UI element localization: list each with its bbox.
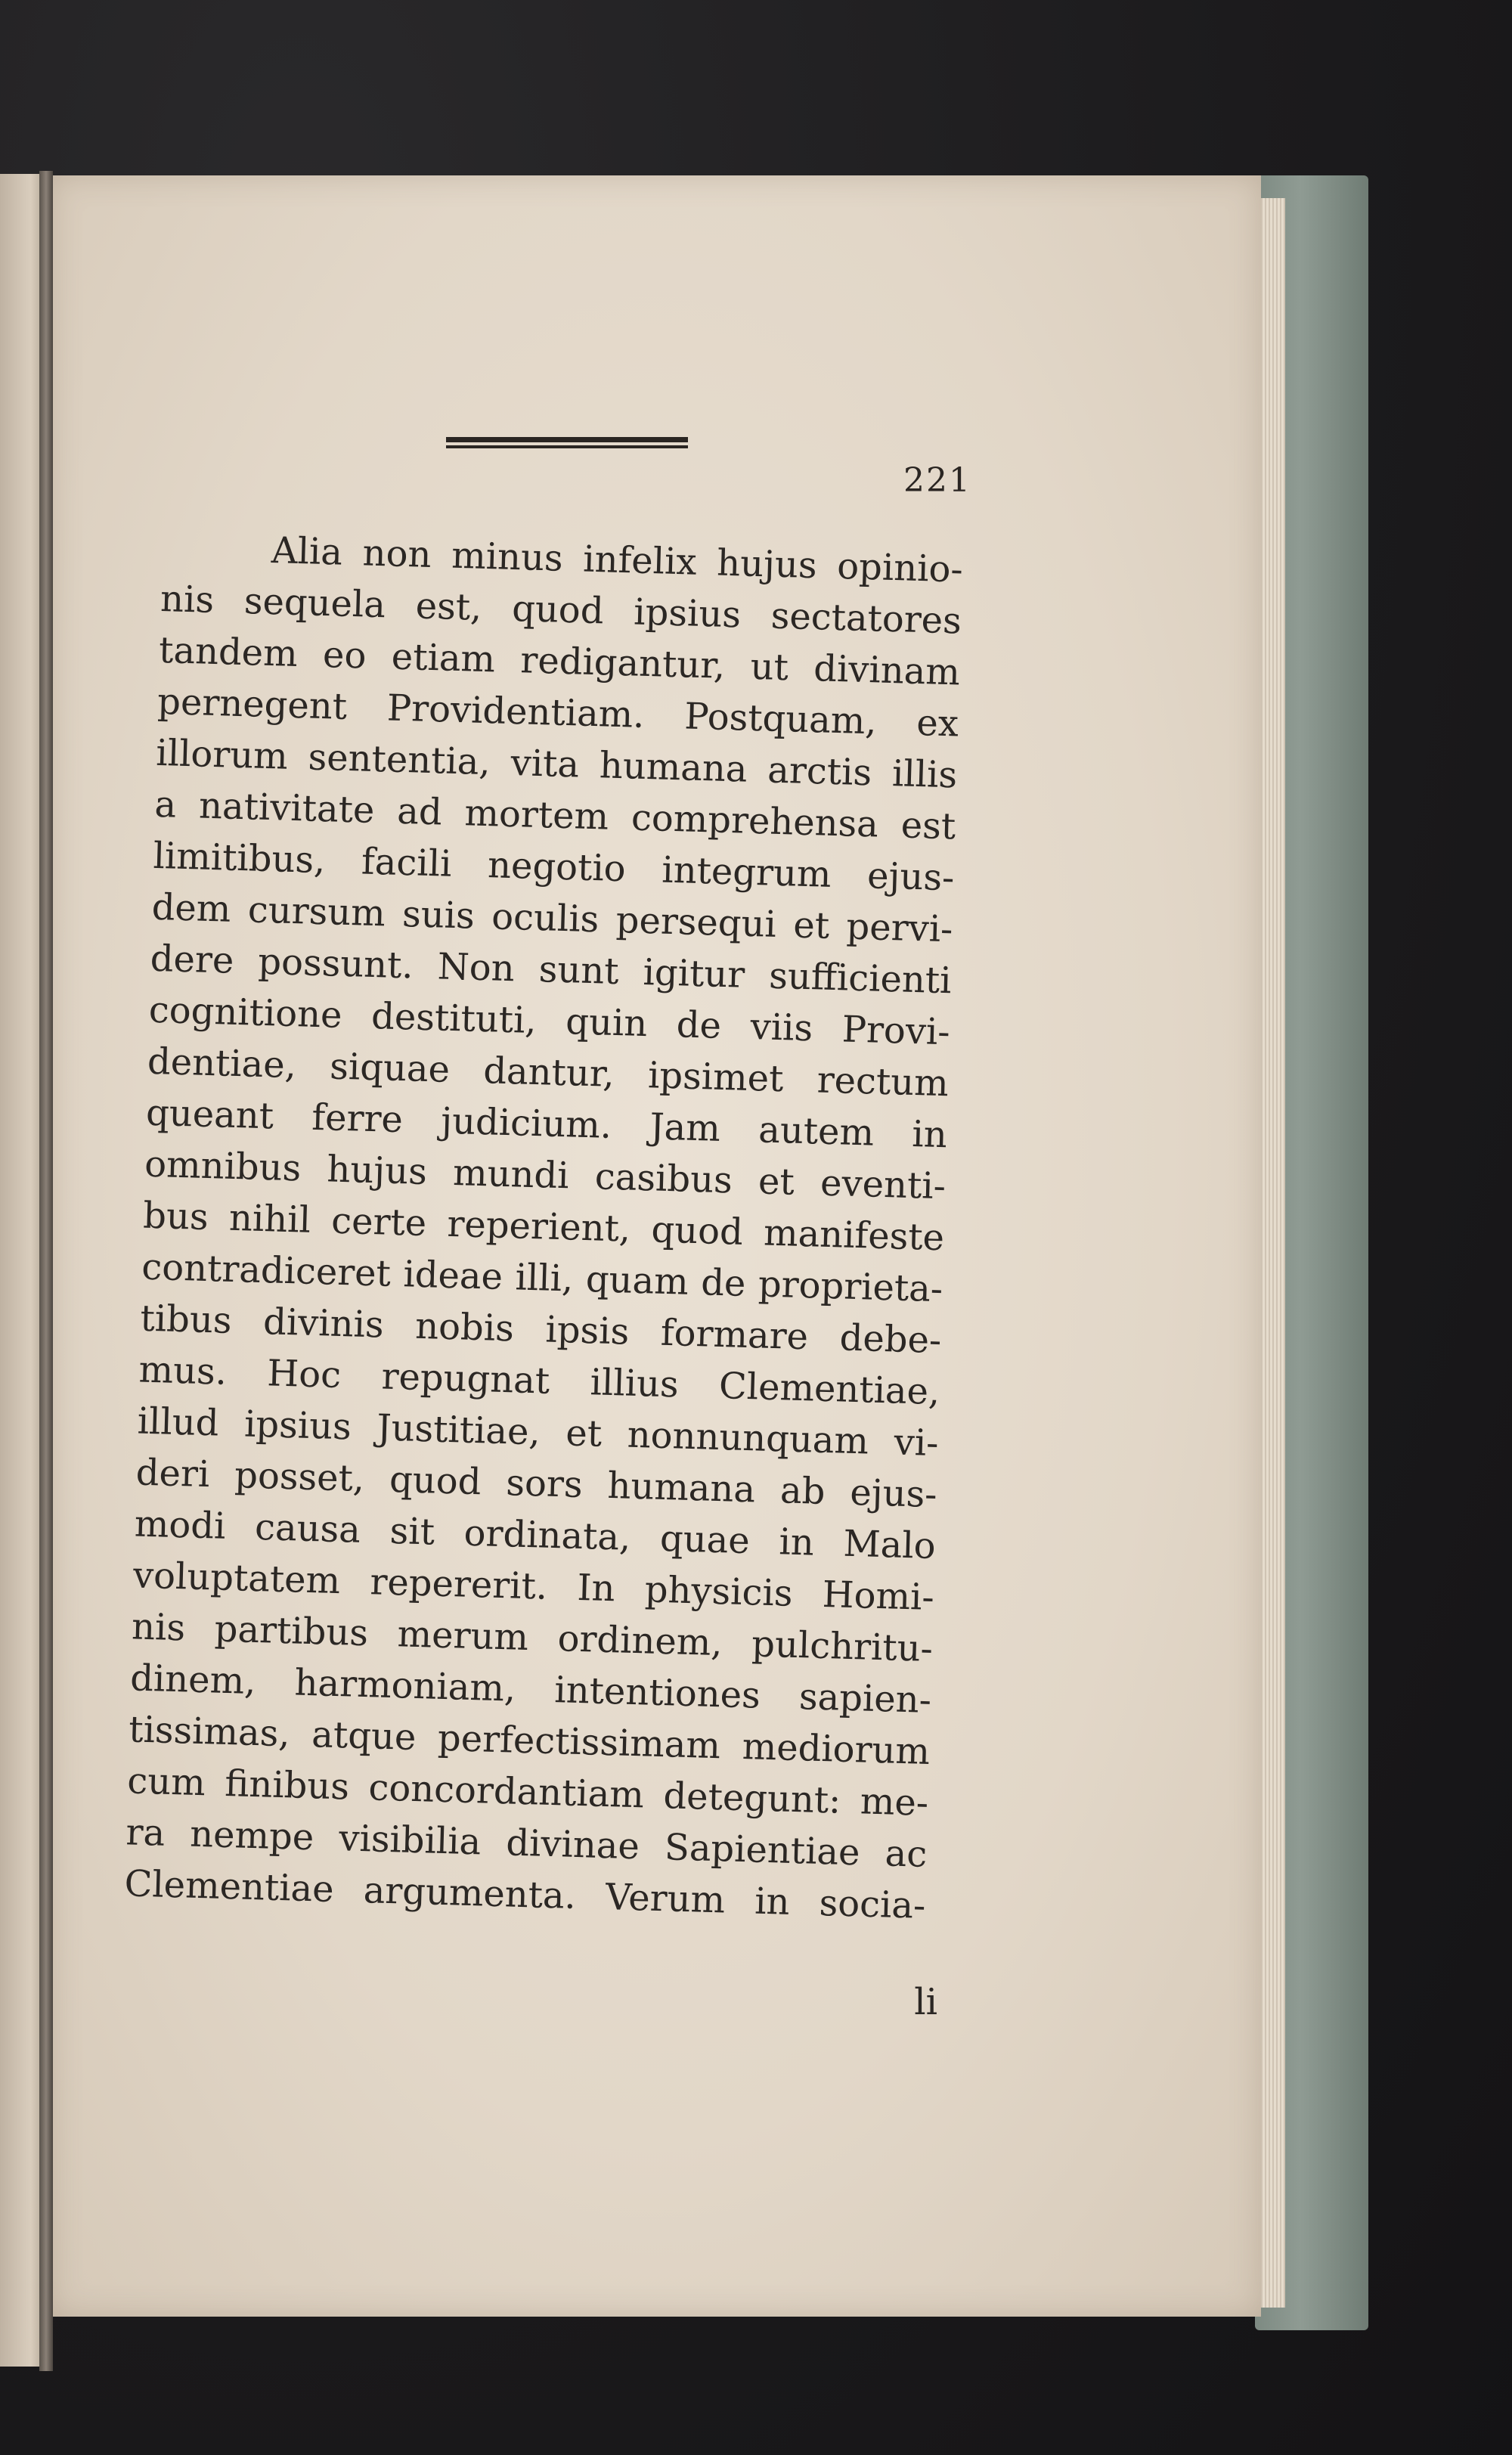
text-line: limitibus, facili negotio integrum ejus- — [152, 834, 956, 900]
text-line: mus. Hoc repugnat illius Clementiae, — [138, 1348, 941, 1414]
text-line: voluptatem repererit. In physicis Homi- — [132, 1554, 935, 1620]
text-line: dinem, harmoniam, intentiones sapien- — [129, 1657, 932, 1722]
text-line: Alia non minus infelix hujus opinio- — [271, 529, 964, 591]
text-line: omnibus hujus mundi casibus et eventi- — [144, 1142, 947, 1208]
body-text — [124, 522, 964, 1932]
text-line: contradiceret ideae illi, quam de proprieta- — [141, 1245, 943, 1311]
text-line: pernegent Providentiam. Postquam, ex — [156, 680, 959, 745]
header-rule — [446, 437, 688, 452]
catchword: li — [914, 1981, 937, 2023]
text-line: nis sequela est, quod ipsius sectatores — [160, 577, 962, 643]
text-line: illud ipsius Justitiae, et nonnunquam vi- — [136, 1400, 940, 1465]
book-gutter — [39, 171, 53, 2371]
text-line: ra nempe visibilia divinae Sapientiae ac — [125, 1811, 928, 1876]
text-line: deri posset, quod sors humana ab ejus- — [135, 1451, 938, 1517]
text-line: bus nihil certe reperient, quod manifeste — [142, 1194, 945, 1260]
header-rule-thin — [446, 445, 688, 448]
facing-page-edge — [0, 174, 44, 2367]
text-line: a nativitate ad mortem comprehensa est — [153, 783, 956, 848]
text-line: queant ferre judicium. Jam autem in — [145, 1091, 948, 1157]
text-line: nis partibus merum ordinem, pulchritu- — [131, 1605, 934, 1671]
header-rule-thick — [446, 437, 688, 442]
text-line: tandem eo etiam redigantur, ut divinam — [158, 628, 961, 694]
text-line: tissimas, atque perfectissimam mediorum — [128, 1708, 931, 1773]
text-line: modi causa sit ordinata, quae in Malo — [134, 1502, 937, 1568]
text-line: dentiae, siquae dantur, ipsimet rectum — [147, 1040, 950, 1105]
text-line: cognitione destituti, quin de viis Provi- — [148, 988, 951, 1054]
text-line: illorum sententia, vita humana arctis illis — [155, 731, 958, 797]
text-line: dem cursum suis oculis persequi et pervi- — [150, 885, 954, 951]
text-line: Clementiae argumenta. Verum in socia- — [123, 1862, 927, 1927]
text-line: cum finibus concordantiam detegunt: me- — [126, 1759, 929, 1824]
text-line: tibus divinis nobis ipsis formare debe- — [139, 1297, 942, 1362]
page-number: 221 — [903, 461, 971, 500]
text-line: dere possunt. Non sunt igitur sufficienti — [150, 937, 953, 1003]
